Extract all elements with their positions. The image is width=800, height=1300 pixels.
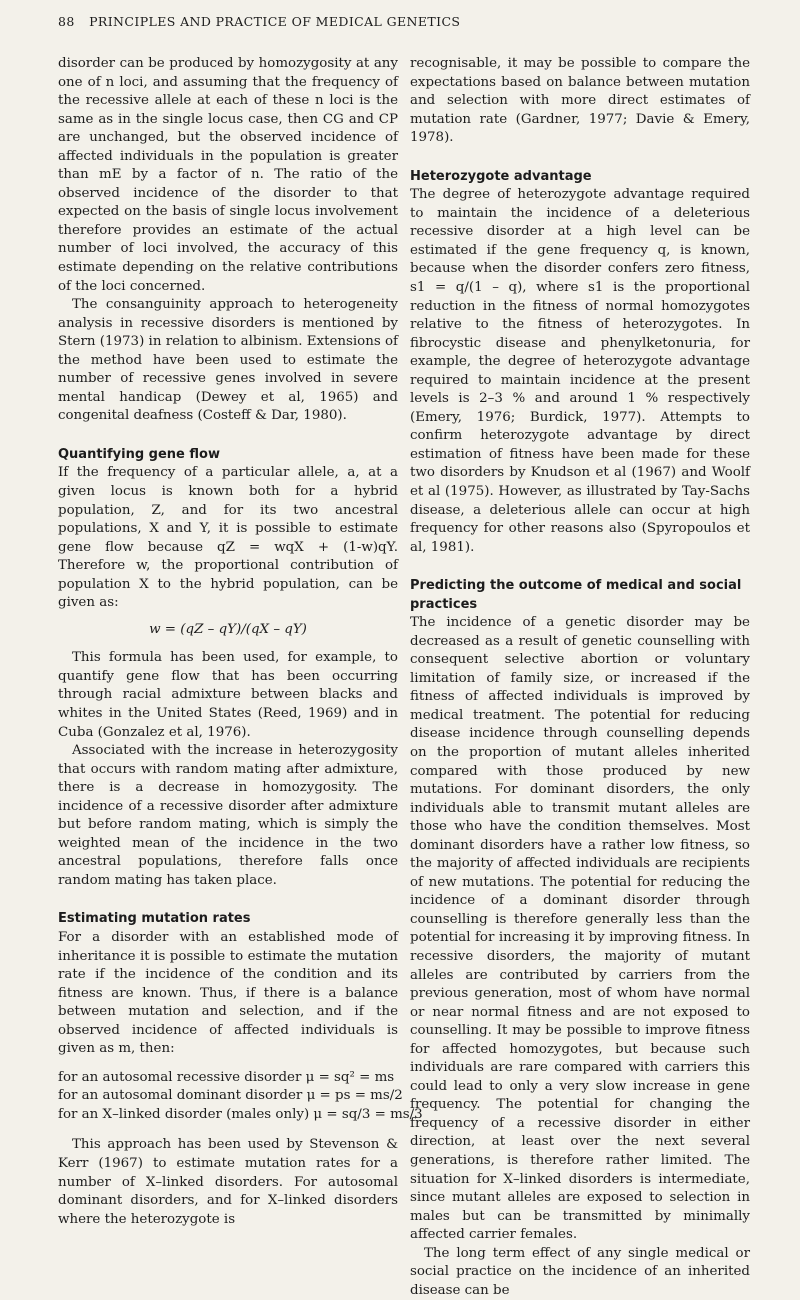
left-column xyxy=(58,55,423,1229)
formula-w: w = (qZ – qY)/(qX – qY) xyxy=(149,621,307,637)
section-heading-gene-flow: Quantifying gene flow xyxy=(58,446,220,462)
paragraph: For a disorder with an established mode of inheritance it is possible to estimate the mutation rate if the incidence of the condition and its fitness are known. Thus, if there is a balance between mutation and selection, and if the observed incidence of affected individuals is given as m, then: xyxy=(58,929,398,1057)
section-heading-predicting-outcome: Predicting the outcome of medical and social practices xyxy=(410,578,742,612)
paragraph: Associated with the increase in heterozygosity that occurs with random mating after admixture, there is a decrease in homozygosity. The incidence of a recessive disorder after admixture but before random mating, which is simply the weighted mean of the incidence in the two ancestral populations, therefore falls once random mating has taken place. xyxy=(58,743,398,888)
paragraph: The degree of heterozygote advantage required to maintain the incidence of a deleterious recessive disorder at a high level can be estimated if the gene frequency q, is known, because when the disorder confers zero fitness, s1 = q/(1 – q), where s1 is the proportional reduction in the fitness of normal homozygotes relative to the fitness of heterozygotes. In fibrocystic disease and phenylketonuria, for example, the degree of heterozygote advantage required to maintain incidence at the present levels is 2–3 % and around 1 % respectively (Emery, 1976; Burdick, 1977). Attempts to confirm heterozygote advantage by direct estimation of fitness have been made for these two disorders by Knudson et al (1967) and Woolf et al (1975). However, as illustrated by Tay-Sachs disease, a deleterious allele can occur at high frequency for other reasons also (Spyropoulos et al, 1981). xyxy=(410,187,750,555)
section-heading-heterozygote-advantage: Heterozygote advantage xyxy=(410,168,592,184)
paragraph: If the frequency of a particular allele, a, at a given locus is known both for a hybrid population, Z, and for its two ancestral populations, X and Y, it is possible to estimate gene flow because qZ = wqX + (1-w)qY. Therefore w, the proportional contribution of population X to the hybrid population, can be given as: xyxy=(58,465,398,611)
paragraph: This formula has been used, for example, to quantify gene flow that has been occurring through racial admixture between blacks and whites in the United States (Reed, 1969) and in Cuba (Gonzalez et al, 1976). xyxy=(58,650,398,740)
paragraph: The long term effect of any single medical or social practice on the incidence of an inherited disease can be xyxy=(410,1245,750,1298)
right-column xyxy=(410,55,750,1300)
paragraph: recognisable, it may be possible to compare the expectations based on balance between mutation and selection with more direct estimates of mutation rate (Gardner, 1977; Davie & Emery, 1978). xyxy=(410,56,750,146)
formula-x-linked: for an X–linked disorder (males only) μ = sq/3 = ms/3 xyxy=(58,1106,423,1122)
section-heading-mutation-rates: Estimating mutation rates xyxy=(58,911,251,927)
mutation-formulas xyxy=(58,1069,423,1125)
page-number: 88 xyxy=(58,14,75,29)
running-title: PRINCIPLES AND PRACTICE OF MEDICAL GENETICS xyxy=(89,14,461,29)
paragraph: This approach has been used by Stevenson & Kerr (1967) to estimate mutation rates for a number of X–linked disorders. For autosomal dominant disorders, and for X–linked disorders where the heterozygote is xyxy=(58,1137,398,1227)
paragraph: The incidence of a genetic disorder may be decreased as a result of genetic counselling with consequent selective abortion or voluntary limitation of family size, or increased if the fitness of affected individuals is improved by medical treatment. The potential for reducing disease incidence through counselling depends on the proportion of mutant alleles inherited compared with those produced by new mutations. For dominant disorders, the only individuals able to transmit mutant alleles are those who have the condition themselves. Most dominant disorders have a rather low fitness, so the majority of affected individuals are recipients of new mutations. The potential for reducing the incidence of a dominant disorder through counselling is therefore generally less than the potential for increasing it by improving fitness. In recessive disorders, the majority of mutant alleles are contributed by carriers from the previous generation, most of whom have normal or near normal fitness and are not exposed to counselling. It may be possible to improve fitness for affected homozygotes, but because such individuals are rare compared with carriers this could lead to only a very slow increase in gene frequency. The potential for changing the frequency of a recessive disorder in either direction, at least over the next several generations, is therefore rather limited. The situation for X–linked disorders is intermediate, since mutant alleles are exposed to selection in males but can be transmitted by minimally affected carrier females. xyxy=(410,615,750,1243)
formula-autosomal-recessive: for an autosomal recessive disorder μ = sq² = ms xyxy=(58,1069,395,1085)
paragraph: The consanguinity approach to heterogeneity analysis in recessive disorders is mentioned by Stern (1973) in relation to albinism. Extensions of the method have been used to estimate the number of recessive genes involved in severe mental handicap (Dewey et al, 1965) and congenital deafness (Costeff & Dar, 1980). xyxy=(58,297,398,424)
paragraph: disorder can be produced by homozygosity at any one of n loci, and assuming that the frequency of the recessive allele at each of these n loci is the same as in the single locus case, then CG and CP are unchanged, but the observed incidence of affected individuals in the population is greater than mE by a factor of n. The ratio of the observed incidence of the disorder to that expected on the basis of single locus involvement therefore provides an estimate of the actual number of loci involved, the accuracy of this estimate depending on the relative contributions of the loci concerned. xyxy=(58,56,398,294)
formula-autosomal-dominant: for an autosomal dominant disorder μ = ps = ms/2 xyxy=(58,1088,403,1104)
page-header xyxy=(58,14,760,29)
